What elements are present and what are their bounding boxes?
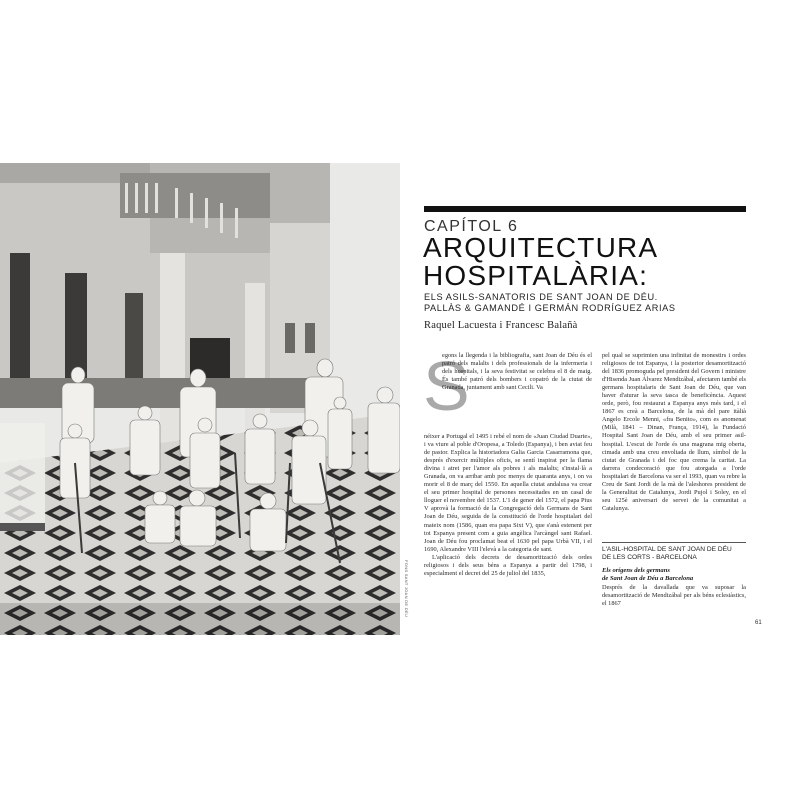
chapter-subtitle-line1: ELS ASILS-SANATORIS DE SANT JOAN DE DÉU. (424, 292, 658, 302)
body-paragraph: pel qual se suprimien una infinitat de monestirs i ordes religiosos de tot Espanya, i la posterior desamortització del 1836 promoguda pel president del Govern i ministre d'Hisenda Juan Álvarez Mendizábal, afectaren també els germans hospitalaris de Sant Joan de Déu, que van haver d'aturar la seva tasca de beneficència. Aquest orde, però, fou restaurat a Espanya anys més tard, i el 1867 es creà a Barcelona, de la mà del pare itàlià Angelo Ercole Menni, «fra Benito», com es anomenat (Milà, 1841 – Dinan, França, 1914), la Fundació Hospital Sant Joan de Déu, amb el seu primer asil-hospital. L'escut de l'orde és una magrana mig oberta, cimada amb una creu envoltada de llum, símbol de la ciutat de Granada i del foc que crema la caritat. La darrera condecoració que fou atorgada a l'orde hospitalari de Barcelona va ser el 1993, quan va rebre la Creu de Sant Jordi de la mà de l'aleshores president de la Generalitat de Catalunya, Jordi Pujol i Soley, en el seu 125è aniversari de servei de la comunitat a Catalunya. (602, 352, 746, 512)
photo-credit (402, 560, 410, 640)
section-body (602, 584, 746, 608)
historic-photo (0, 163, 400, 635)
photo-credit-text: FONS SANT JOAN DE DÉU (404, 560, 409, 618)
authors: Raquel Lacuesta i Francesc Balañà (424, 320, 578, 331)
chapter-label: CAPÍTOL 6 (424, 218, 519, 235)
chapter-title-line2: HOSPITALÀRIA: (423, 260, 649, 291)
body-paragraph: Després de la davallada que va suposar la desamortització de Mendizábal per als béns eclesiàstics, el 1867 (602, 584, 746, 608)
body-paragraph: egons la llegenda i la bibliografia, sant Joan de Déu és el patró dels malalts i dels professionals de la infermeria i dels hospitals, i la seva festivitat se celebra el 8 de maig. És també patró dels bombers i copatró de la ciutat de Granada, juntament amb sant Cecili. Va (442, 352, 592, 392)
section-subheading (602, 567, 746, 583)
section-heading-line2: DE LES CORTS - BARCELONA (602, 554, 697, 562)
photo-illustration (0, 163, 400, 635)
chapter-title (423, 234, 658, 290)
body-paragraph: L'aplicació dels decrets de desamortització dels ordes religiosos i dels seus béns a Espanya a partir del 1798, i especialment el decret del 25 de juliol del 1835, (424, 553, 592, 577)
section-heading-line1: L'ASIL-HOSPITAL DE SANT JOAN DE DÉU (602, 546, 732, 553)
drop-cap: S (423, 347, 470, 425)
body-paragraph: néixer a Portugal el 1495 i rebé el nom de «Juan Ciudad Duarte», i va viure al poble d'Oropesa, a Toledo (Espanya), i ben aviat feu de pastor. Explica la historiadora Galia Garcia Casarramona que, després d'exercir múltiples oficis, se sentí inspirat per la flama divina i atret per l'amor als pobres i als malalts; s'instal·là a Granada, on va arribar amb poc menys de quaranta anys, i on va morir el 8 de març del 1550. En aquella ciutat andalusa va crear el seu primer hospital de persones necessitades en un casal de lloguer el novembre del 1537. L'1 de gener del 1572, el papa Pius V aprovà la formació de la Congregació dels Germans de Sant Joan de Déu, seguida de la constitució de l'orde hospitalari del mateix nom (1586, quan era papa Sixt V), que s'anà estenent per tot Espanya present com a guia angèlica l'arcàngel sant Rafael. Joan de Déu fou proclamat beat el 1630 pel papa Urbà VII, i el 1690, Alexandre VIII l'elevà a la categoria de sant. (424, 433, 592, 553)
body-column-2 (602, 352, 746, 513)
chapter-subtitle (424, 292, 676, 314)
section-subheading-line2: de Sant Joan de Déu a Barcelona (602, 575, 694, 583)
chapter-rule (424, 206, 746, 212)
section-subheading-line1: Els orígens dels germans (602, 567, 670, 574)
section-heading (602, 542, 746, 563)
chapter-subtitle-line2: PALLÀS & GAMANDÉ I GERMÁN RODRÍGUEZ ARIAS (424, 303, 676, 313)
page-number: 61 (755, 620, 762, 626)
body-column-1-top (442, 352, 592, 392)
chapter-title-line1: ARQUITECTURA (423, 232, 659, 263)
body-column-1 (424, 433, 592, 578)
